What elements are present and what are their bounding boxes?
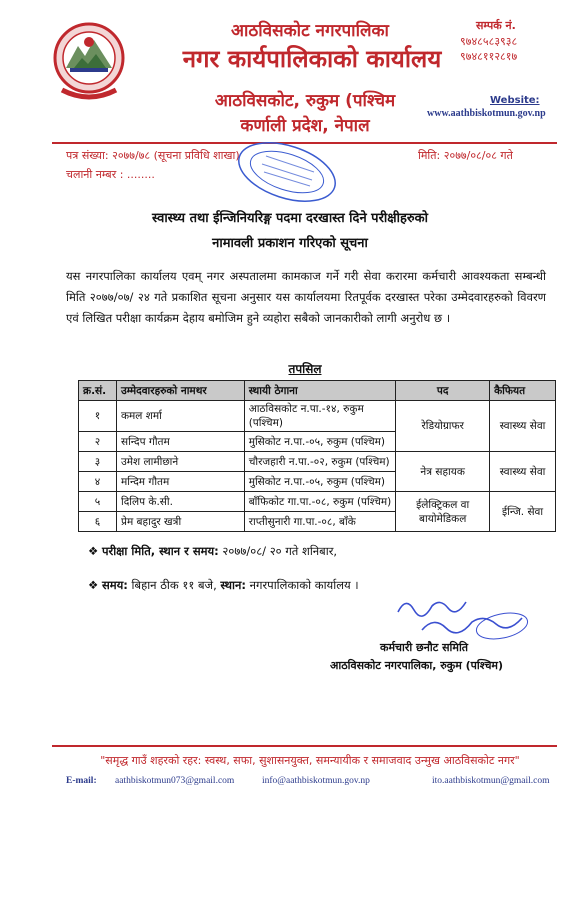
candidate-table bbox=[78, 380, 556, 532]
notice-title-line-2: नामावली प्रकाशन गरिएको सूचना bbox=[212, 236, 368, 251]
footer-divider bbox=[52, 745, 557, 747]
cell-sn: ४ bbox=[79, 472, 117, 492]
cell-address: बाँफिकोट गा.पा.-०८, रुकुम (पश्चिम) bbox=[244, 492, 396, 512]
notice-title-line-1: स्वास्थ्य तथा ईन्जिनियरिङ्ग पदमा दरखास्त दिने परीक्षीहरुको bbox=[152, 211, 428, 226]
cell-sn: ५ bbox=[79, 492, 117, 512]
col-header-address: स्थायी ठेगाना bbox=[244, 381, 396, 401]
exam-time-line bbox=[88, 578, 359, 593]
col-header-post: पद bbox=[396, 381, 490, 401]
cell-address: मुसिकोट न.पा.-०५, रुकुम (पश्चिम) bbox=[244, 432, 396, 452]
cell-sn: ३ bbox=[79, 452, 117, 472]
website-label: Website: bbox=[490, 95, 540, 106]
cell-remarks: स्वास्थ्य सेवा bbox=[490, 401, 556, 452]
email-link-2[interactable]: info@aathbiskotmun.gov.np bbox=[262, 776, 370, 786]
dispatch-number: चलानी नम्बर : ........ bbox=[66, 168, 155, 181]
cell-name: सन्दिप गौतम bbox=[116, 432, 244, 452]
diamond-bullet-icon: ❖ bbox=[88, 578, 102, 592]
exam-time-value: बिहान ठीक ११ बजे, bbox=[127, 578, 221, 592]
cell-sn: १ bbox=[79, 401, 117, 432]
cell-address: राप्तीसुनारी गा.पा.-०८, बाँके bbox=[244, 512, 396, 532]
cell-remarks: ईन्जि. सेवा bbox=[490, 492, 556, 532]
email-label: E-mail: bbox=[66, 776, 97, 786]
header-municipality-name: आठविसकोट नगरपालिका bbox=[231, 21, 389, 41]
cell-post: रेडियोग्राफर bbox=[396, 401, 490, 452]
col-header-name: उम्मेदवारहरुको नामथर bbox=[116, 381, 244, 401]
cell-name: मन्दिम गौतम bbox=[116, 472, 244, 492]
website-link[interactable]: www.aathbiskotmun.gov.np bbox=[427, 108, 546, 119]
table-row bbox=[79, 401, 556, 432]
table-row bbox=[79, 452, 556, 472]
handwritten-signature bbox=[392, 590, 532, 640]
email-link-1[interactable]: aathbiskotmun073@gmail.com bbox=[115, 776, 235, 786]
header-address: आठविसकोट, रुकुम (पश्चिम bbox=[214, 91, 396, 111]
cell-address: मुसिकोट न.पा.-०५, रुकुम (पश्चिम) bbox=[244, 472, 396, 492]
diamond-bullet-icon: ❖ bbox=[88, 544, 102, 558]
cell-address: चौरजहारी न.पा.-०२, रुकुम (पश्चिम) bbox=[244, 452, 396, 472]
reference-number: पत्र संख्या: २०७७/७८ (सूचना प्रविधि शाखा) bbox=[66, 149, 240, 162]
schedule-heading: तपसिल bbox=[288, 362, 322, 376]
municipality-logo bbox=[52, 20, 126, 108]
cell-remarks: स्वास्थ्य सेवा bbox=[490, 452, 556, 492]
exam-date-line bbox=[88, 544, 337, 559]
cell-sn: ६ bbox=[79, 512, 117, 532]
office-stamp bbox=[232, 142, 342, 202]
footer-motto: "समृद्ध गाउँ शहरको रहर: स्वस्थ, सफा, सुशासनयुक्त, समन्यायीक र समाजवाद उन्मुख आठविसकोट नगर" bbox=[100, 754, 520, 767]
header-province: कर्णाली प्रदेश, नेपाल bbox=[240, 116, 370, 136]
table-row bbox=[79, 492, 556, 512]
cell-name: उमेश लामीछाने bbox=[116, 452, 244, 472]
col-header-remarks: कैफियत bbox=[490, 381, 556, 401]
exam-place-value: नगरपालिकाको कार्यालय । bbox=[245, 578, 359, 592]
email-link-3[interactable]: ito.aathbiskotmun@gmail.com bbox=[432, 776, 550, 786]
exam-date-value: २०७७/०८/ २० गते शनिबार, bbox=[218, 544, 338, 558]
cell-address: आठविसकोट न.पा.-१४, रुकुम (पश्चिम) bbox=[244, 401, 396, 432]
phone-number-2: ९७४८११२८१७ bbox=[460, 50, 518, 63]
exam-time-label: समय: bbox=[101, 578, 128, 592]
cell-name: प्रेम बहादुर खत्री bbox=[116, 512, 244, 532]
letter-date: मिति: २०७७/०८/०८ गते bbox=[418, 149, 513, 162]
signature-committee: कर्मचारी छनौट समिति bbox=[380, 641, 469, 654]
cell-post: ईलेक्ट्रिकल वा बायोमेडिकल bbox=[396, 492, 490, 532]
signature-office: आठविसकोट नगरपालिका, रुकुम (पश्चिम) bbox=[330, 659, 504, 672]
exam-place-label: स्थान: bbox=[220, 578, 246, 592]
cell-sn: २ bbox=[79, 432, 117, 452]
cell-post: नेत्र सहायक bbox=[396, 452, 490, 492]
col-header-sn: क्र.सं. bbox=[79, 381, 117, 401]
contact-label: सम्पर्क नं. bbox=[476, 19, 516, 32]
phone-number-1: ९७४८५८३९३८ bbox=[460, 35, 518, 48]
cell-name: कमल शर्मा bbox=[116, 401, 244, 432]
notice-body: यस नगरपालिका कार्यालय एवम् नगर अस्पतालमा कामकाज गर्ने गरी सेवा करारमा कर्मचारी आवश्यकता सम्बन्धी मिति २०७७/०७/ २४ गते प्रकाशित सूचना अनुसार यस कार्यालयमा रितपूर्वक दरखास्त परेका उम्मेदवारहरुको विवरण एवं लिखित परीक्षा कार्यक्रम देहाय बमोजिम हुने व्यहोरा सबैको जानकारीको लागी अनुरोध छ । bbox=[66, 269, 546, 325]
cell-name: दिलिप के.सी. bbox=[116, 492, 244, 512]
table-header-row bbox=[79, 381, 556, 401]
header-office-name: नगर कार्यपालिकाको कार्यालय bbox=[182, 45, 442, 73]
exam-date-label: परीक्षा मिति, स्थान र समय: bbox=[101, 544, 219, 558]
